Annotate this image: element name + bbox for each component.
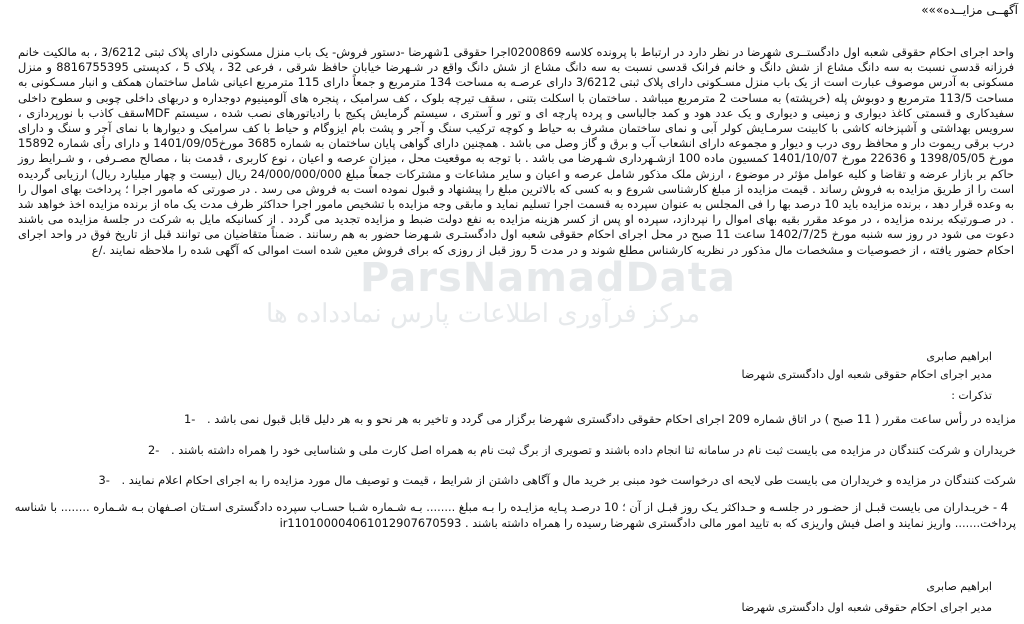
note-text: خریـداران می بایست قبـل از حضـور در جلسـه و حـداکثر یـک روز قبـل از آن ؛ 10 درصـد پـایه مزایـده را بـه مبلغ ........ بـه شـماره شـبا حسـاب سپرده دادگستری اسـتان اصـفهان بـه شـماره ........ با شناسه پرداخت....... واریز نمایند و اصل فیش واریزی که به تایید امور مالی دادگستری شهرضا رسیده را همراه داشته باشند . ir110100004061012907670593 (14, 500, 1016, 530)
signature-title: مدیر اجرای احکام حقوقی شعبه اول دادگستری شهرضا (741, 368, 992, 381)
signature-title-repeat: مدیر اجرای احکام حقوقی شعبه اول دادگستری شهرضا (741, 601, 992, 614)
note-text: شرکت کنندگان در مزایده و خریداران می بایست طی لایحه ای درخواست خود مبنی بر خرید مال و آگاهی داشتن از شرایط ، قیمت و توصیف مال مورد مزایده را به اجرای احکام اعلام نمایند . (121, 473, 1016, 487)
note-number: -2 (147, 443, 160, 457)
note-item (12, 472, 1016, 488)
watermark-logo (266, 255, 736, 335)
note-text: خریداران و شرکت کنندگان در مزایده می بایست ثبت نام در سامانه ثنا انجام داده باشند و تصویری از برگ ثبت نام به همراه اصل کارت ملی و شناسایی خود را همراه داشته باشند . (170, 443, 1016, 457)
note-number: 4 - (993, 500, 1008, 514)
notes-heading: تذکرات : (951, 389, 992, 402)
note-item (12, 411, 1016, 427)
watermark-persian: مرکز فرآوری اطلاعات پارس نمادداده ها (266, 299, 700, 329)
note-number: -3 (98, 473, 110, 487)
watermark-latin: ParsNamadData (360, 255, 736, 301)
note-item (12, 442, 1016, 458)
notice-title: آگهــی مزایــده»»» (921, 3, 1018, 17)
notice-body: واحد اجرای احکام حقوقی شعبه اول دادگستــری شهرضا در نظر دارد در ارتباط با پرونده کلاسه 0200869اجرا حقوقی 1شهرضا -دستور فروش- یک باب منزل مسکونی دارای پلاک ثبتی 3/6212 ، به مالکیت خانم فرزانه قدسی نسبت به سه دانگ مشاع از شش دانگ و خانم فرانک قدسی نسبت به سه دانگ مشاع از شش دانگ واقع در شـهرضا خیابان حافظ شرقی ، فرعی 32 ، پلاک 5 ، کدپستی 8816755395 و منزل مسکونی به آدرس موصوف عبارت است از یک باب منزل مسـکونی دارای پلاک ثبتی 3/6212 دارای عرصـه به مساحت 134 مترمربع و جمعاً دارای 115 مترمربع اعیانی شامل ساختمان همکف و انبار مسـکونی به مساحت 113/5 مترمربع و دوبوش پله (خرپشته) به مساحت 2 مترمربع میباشد . ساختمان با اسکلت بتنی ، سقف تیرچه بلوک ، کف سرامیک ، پنجره های آلومینیوم دوجداره و دربهای داخلی چوبی و سطوح داخلی سفیدکاری و قسمتی کاغذ دیواری و زمینی و دیواری و یک عدد هود و کمد جالباسی و پرده پارچه ای و تور و آستری ، سیستم گرمایش پکیج با رادیاتورهای نصب شده ، سیستم MDFسقف کاذب با نورپردازی ، سرویس بهداشتی و آشپزخانه کاشی با کابینت سرمـایش کولر آبی و نمای ساختمان مشرف به حیاط و کوچه ترکیب سنگ و آجر و پشت بام ایزوگام و حیاط با کف سرامیک و دیوارها با نمای آجر و سنگ و دارای درب برقی ریموت دار و محافظ روی درب و دیوار و مجموعه دارای انشعاب آب و برق و گاز وصل می باشد . همچنین دارای گواهی پایان ساختمان به شماره 3685 مورخ1401/09/05 و دارای رأی شماره 15892 مورخ 1398/05/05 و 22636 مورخ 1401/10/07 کمسیون ماده 100 ازشـهرداری شـهرضا می باشد . با توجه به موقعیت محل ، میزان عرصه و اعیان ، نوع کاربری ، قدمت بنا ، مصالح مصـرفی ، و شـرایط روز حاکم بر بازار عرضه و تقاضا و کلیه عوامل مؤثر در موضوع ، ارزش ملک مذکور شامل عرصه و اعیان و سایر مشاعات و مشترکات جمعاً مبلغ 24/000/000/000 ریال (بیست و چهار میلیارد ریال) ارزیابی گردیده است را از طریق مزایده به فروش رساند . قیمت مزایده از مبلغ کارشناسی شروع و به کسی که بالاترین مبلغ را پیشنهاد و قبول نموده است به فروش می رسد . در صورتی که مامور اجرا ؛ پرداخت بهای اموال را به وعده قرار دهد ، برنده مزایده باید 10 درصد بها را فی المجلس به عنوان سپرده به قسمت اجرا تسلیم نماید و مابقی وجه مزایده با تشخیص مامور اجرا حداکثر ظرف مدت یک ماه از برنده مزایده اخذ خواهد شد . در صـورتیکه برنده مزایده ، در موعد مقرر بقیه بهای اموال را نپردازد، سپرده او پس از کسر هزینه مزایده به نفع دولت ضبط و مزایده تجدید می گردد . از کسانیکه مایل به شرکت در جلسهٔ مزایده می باشند دعوت می شود در روز سه شنبه مورخ 1402/7/25 ساعت 11 صبح در محل اجرای احکام حقوقی شعبه اول دادگستـری شـهرضا حضور به هم رسانند . ضمناً متقاضیان می توانند قبل از تاریخ فوق در واحد اجرای احکام حضور یافته ، از خصوصیات و مشخصات مال مذکور در نظریه کارشناس مطلع شوند و در مدت 5 روز قبل از روزی که برای فروش معین شده است اموالی که آگهی شده را ملاحظه نمایند ./ع (18, 45, 1015, 257)
note-number: -1 (183, 412, 196, 426)
signature-name-repeat: ابراهیم صابری (926, 580, 992, 593)
note-item (12, 499, 1016, 531)
signature-name: ابراهیم صابری (926, 350, 992, 363)
note-text: مزایده در رأس ساعت مقرر ( 11 صبح ) در اتاق شماره 209 اجرای احکام حقوقی دادگستری شهرضا برگزار می گردد و تاخیر به هر نحو و به هر دلیل قابل قبول نمی باشد . (206, 412, 1016, 426)
